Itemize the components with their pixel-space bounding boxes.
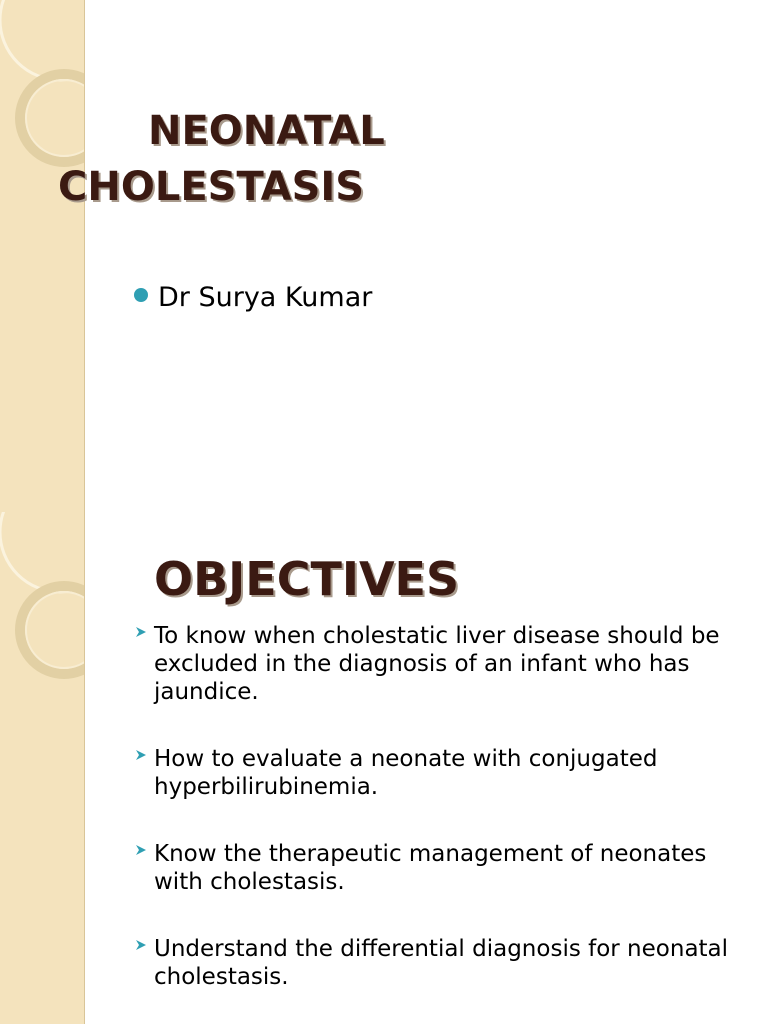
slide-title-line1: NEONATAL <box>148 108 385 154</box>
slide-title-line2: CHOLESTASIS <box>58 164 365 210</box>
objectives-title: OBJECTIVES <box>154 552 460 606</box>
arrow-bullet-icon <box>134 938 148 952</box>
slide-objectives <box>0 512 768 1024</box>
arrow-bullet-icon <box>134 843 148 857</box>
list-item <box>132 935 752 991</box>
presenter-line <box>134 282 372 313</box>
objectives-list <box>132 622 752 1024</box>
decorative-circles-icon <box>0 512 84 1024</box>
list-item <box>132 840 752 896</box>
objective-text: How to evaluate a neonate with conjugated hyperbilirubinemia. <box>154 746 658 800</box>
dot-bullet-icon <box>134 288 148 302</box>
objective-text: Know the therapeutic management of neonates with cholestasis. <box>154 841 707 895</box>
arrow-bullet-icon <box>134 625 148 639</box>
sidebar-decoration <box>0 512 85 1024</box>
list-item <box>132 745 752 801</box>
decorative-circles-icon <box>0 0 84 512</box>
arrow-bullet-icon <box>134 748 148 762</box>
objective-text: Understand the differential diagnosis for neonatal cholestasis. <box>154 936 729 990</box>
sidebar-decoration <box>0 0 85 512</box>
list-item <box>132 622 752 706</box>
presenter-name: Dr Surya Kumar <box>158 282 373 313</box>
objective-text: To know when cholestatic liver disease should be excluded in the diagnosis of an infant who has jaundice. <box>154 623 720 705</box>
